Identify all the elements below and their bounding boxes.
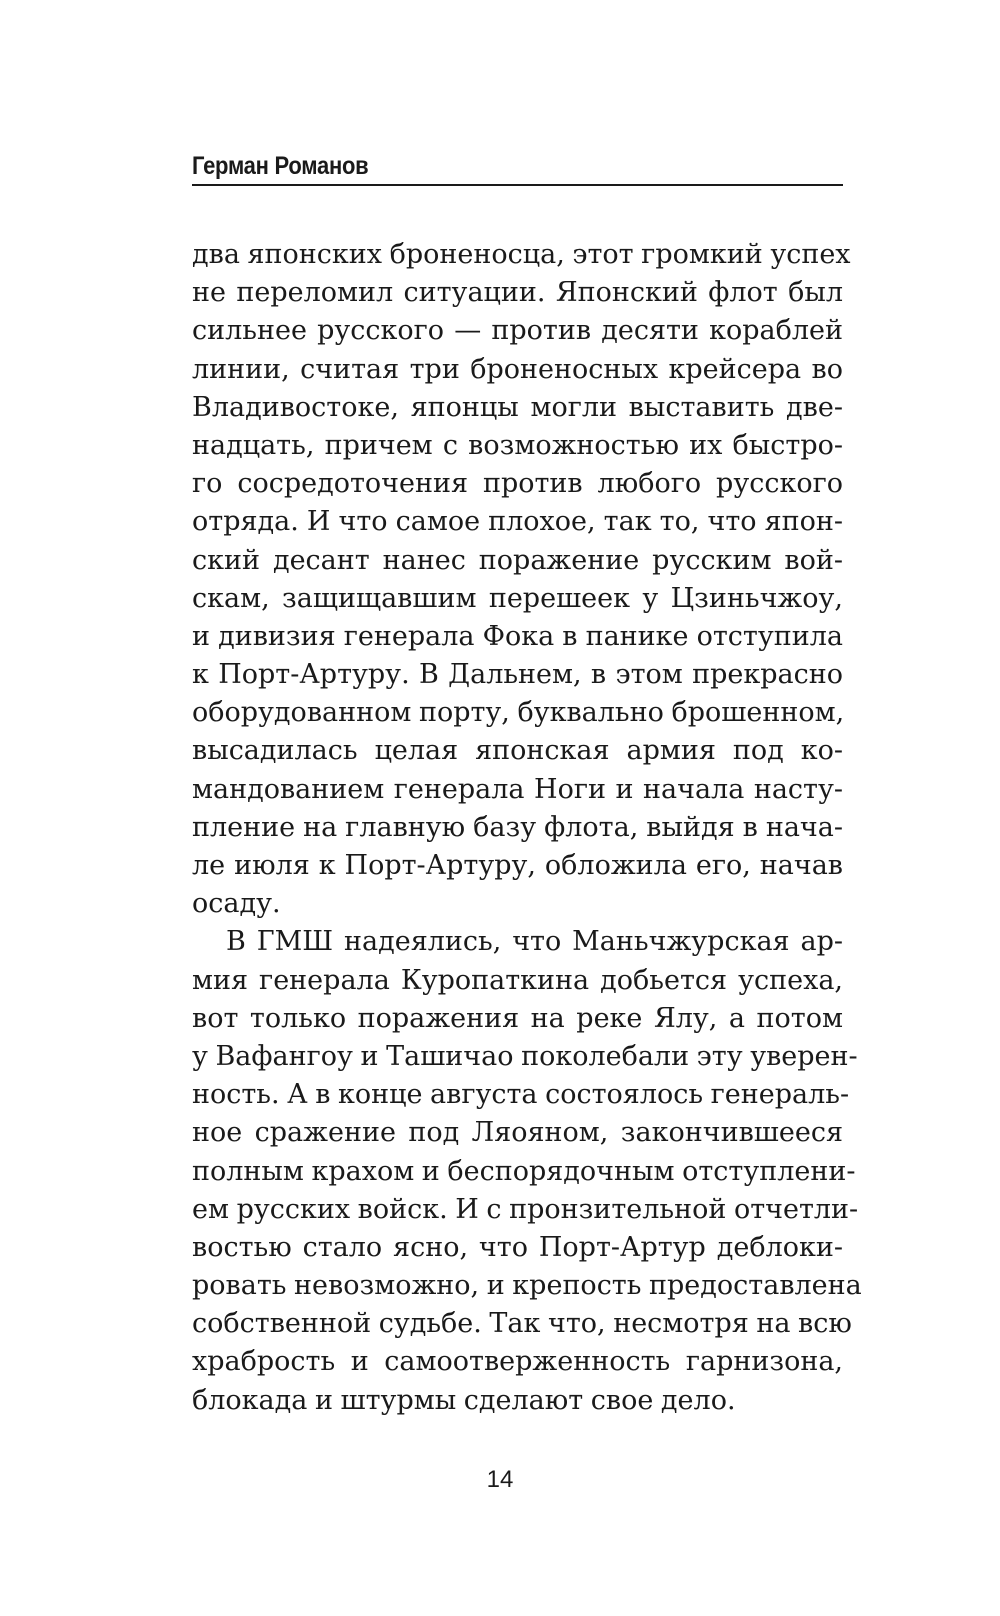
text-line: вот только поражения на реке Ялу, а потом <box>192 1002 843 1034</box>
text-line: надцать, причем с возможностью их быстро- <box>192 429 843 461</box>
text-line: храбрость и самоотверженность гарнизона, <box>192 1346 843 1378</box>
text-line: Владивостоке, японцы могли выставить две- <box>192 391 843 423</box>
text-line: высадилась целая японская армия под ко- <box>192 735 843 767</box>
text-line: линии, считая три броненосных крейсера во <box>192 353 843 385</box>
text-line: ное сражение под Ляояном, закончившееся <box>192 1117 843 1149</box>
running-header <box>192 148 843 186</box>
main-text <box>192 236 862 1420</box>
text-line: мия генерала Куропаткина добьется успеха, <box>192 964 843 996</box>
page-number: 14 <box>486 1466 514 1493</box>
text-line: ровать невозможно, и крепость предоставлена <box>192 1270 862 1302</box>
text-line: го сосредоточения против любого русского <box>192 468 843 500</box>
text-line: сильнее русского — против десяти кораблей <box>192 315 843 347</box>
text-line: мандованием генерала Ноги и начала насту- <box>192 773 843 805</box>
text-line: ность. А в конце августа состоялось генераль- <box>192 1079 850 1111</box>
text-line: у Вафангоу и Ташичао поколебали эту уверен- <box>192 1040 858 1072</box>
text-line: к Порт-Артуру. В Дальнем, в этом прекрасно <box>192 659 843 691</box>
text-line: осаду. <box>192 888 281 920</box>
text-line: ем русских войск. И с пронзительной отчетли- <box>192 1193 859 1225</box>
author-name: Герман Романов <box>192 152 369 180</box>
text-line: полным крахом и беспорядочным отступлени- <box>192 1155 856 1187</box>
text-line: пление на главную базу флота, выйдя в нача- <box>192 811 843 843</box>
text-line: скам, защищавшим перешеек у Цзиньчжоу, <box>192 582 843 614</box>
text-line: востью стало ясно, что Порт-Артур деблоки- <box>192 1231 843 1263</box>
text-line: отряда. И что самое плохое, так то, что япон- <box>192 506 843 538</box>
text-line: собственной судьбе. Так что, несмотря на всю <box>192 1308 852 1340</box>
text-line: ле июля к Порт-Артуру, обложила его, начав <box>192 850 843 881</box>
text-line: ский десант нанес поражение русским вой- <box>192 544 843 576</box>
text-line: оборудованном порту, буквально брошенном, <box>192 697 845 729</box>
text-line: В ГМШ надеялись, что Маньчжурская ар- <box>226 926 843 958</box>
text-line: не переломил ситуации. Японский флот был <box>192 277 843 309</box>
text-line: два японских броненосца, этот громкий успех <box>192 239 851 270</box>
text-line: блокада и штурмы сделают свое дело. <box>192 1384 736 1416</box>
text-line: и дивизия генерала Фока в панике отступила <box>192 620 843 652</box>
